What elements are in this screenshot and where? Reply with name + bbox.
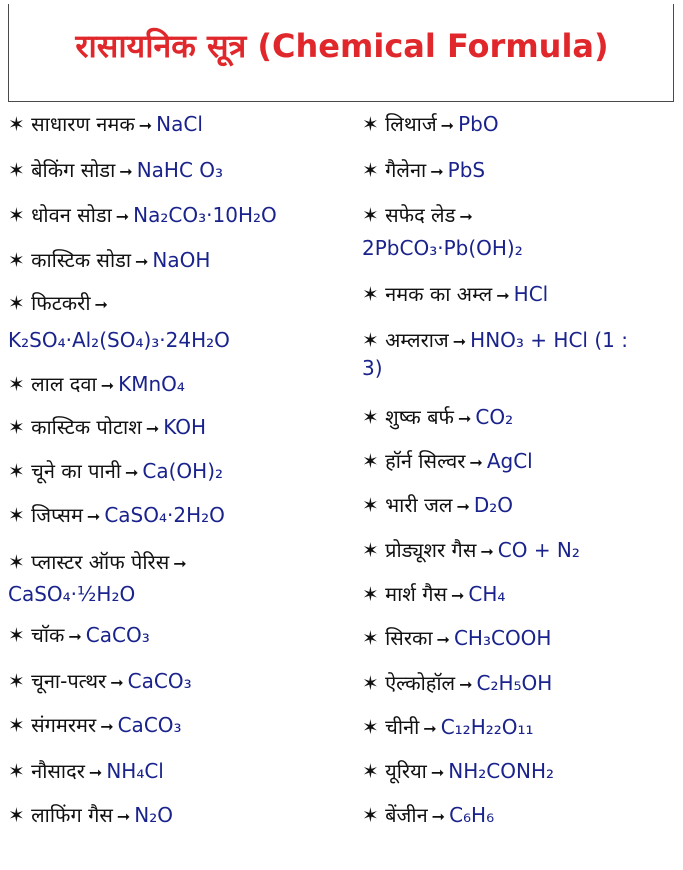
compound-name: साधारण नमक	[31, 112, 135, 136]
right-arrow-icon: ➞	[431, 807, 446, 826]
right-arrow-icon: ➞	[456, 497, 470, 516]
chemical-formula: CH₃COOH	[453, 626, 552, 650]
right-arrow-icon: ➞	[457, 409, 472, 428]
chemical-formula: CaCO₃	[117, 713, 182, 737]
right-arrow-icon: ➞	[100, 376, 115, 395]
compound-name: यूरिया	[385, 759, 427, 783]
compound-name: नमक का अम्ल	[385, 282, 493, 306]
star-icon: ✶	[8, 291, 32, 315]
compound-name: सिरका	[385, 626, 433, 650]
compound-name: फिटकरी	[31, 291, 91, 315]
chemical-formula: NH₄Cl	[106, 759, 164, 783]
compound-name: बेकिंग सोडा	[31, 158, 116, 182]
list-item	[362, 803, 494, 829]
star-icon: ✶	[362, 538, 386, 562]
chemical-formula: K₂SO₄·Al₂(SO₄)₃·24H₂O	[8, 328, 230, 352]
list-item	[362, 328, 628, 354]
compound-name: कास्टिक सोडा	[31, 248, 132, 272]
right-arrow-icon: ➞	[173, 554, 187, 573]
star-icon: ✶	[362, 449, 386, 473]
list-item	[8, 550, 191, 576]
right-arrow-icon: ➞	[452, 332, 467, 351]
star-icon: ✶	[8, 415, 32, 439]
star-icon: ✶	[8, 372, 32, 396]
chemical-formula: AgCl	[486, 449, 533, 473]
star-icon: ✶	[362, 328, 386, 352]
compound-name: लिथार्ज	[385, 112, 437, 136]
compound-name: चीनी	[385, 715, 420, 739]
compound-name: धोवन सोडा	[31, 203, 112, 227]
compound-name: हॉर्न सिल्वर	[385, 449, 466, 473]
list-item	[362, 449, 533, 475]
right-arrow-icon: ➞	[480, 542, 494, 561]
star-icon: ✶	[362, 405, 386, 429]
star-icon: ✶	[362, 112, 386, 136]
chemical-formula: CH₄	[468, 582, 506, 606]
list-item	[8, 803, 173, 829]
list-item	[8, 203, 277, 229]
compound-name: चूना-पत्थर	[31, 669, 107, 693]
list-item	[8, 459, 223, 485]
star-icon: ✶	[362, 582, 386, 606]
page-title: रासायनिक सूत्र (Chemical Formula)	[75, 27, 609, 65]
right-arrow-icon: ➞	[119, 162, 133, 181]
list-item	[8, 158, 223, 184]
compound-name: भारी जल	[385, 493, 453, 517]
chemical-formula: NaOH	[152, 248, 211, 272]
chemical-formula: Na₂CO₃·10H₂O	[133, 203, 277, 227]
compound-name: जिप्सम	[31, 503, 83, 527]
list-item	[362, 671, 552, 697]
compound-name: ऐल्कोहॉल	[385, 671, 456, 695]
chemical-formula: Ca(OH)₂	[142, 459, 224, 483]
chemical-formula: CaSO₄·½H₂O	[8, 582, 136, 606]
chemical-formula: HNO₃ + HCl (1 :	[470, 328, 628, 352]
compound-name: लाल दवा	[31, 372, 97, 396]
list-item	[362, 282, 548, 308]
star-icon: ✶	[8, 503, 32, 527]
list-item	[362, 203, 477, 229]
right-arrow-icon: ➞	[100, 717, 114, 736]
compound-name: कास्टिक पोटाश	[31, 415, 142, 439]
right-arrow-icon: ➞	[86, 507, 101, 526]
star-icon: ✶	[362, 282, 386, 306]
list-item	[362, 538, 580, 564]
list-item	[8, 713, 182, 739]
list-item	[8, 503, 225, 529]
list-item	[362, 582, 505, 608]
list-item	[362, 112, 499, 138]
chemical-formula: NH₂CONH₂	[448, 759, 555, 783]
star-icon: ✶	[8, 713, 32, 737]
right-arrow-icon: ➞	[451, 586, 465, 605]
star-icon: ✶	[362, 759, 386, 783]
compound-name: प्रोड्यूशर गैस	[385, 538, 477, 562]
right-arrow-icon: ➞	[459, 675, 473, 694]
right-arrow-icon: ➞	[145, 419, 160, 438]
right-arrow-icon: ➞	[430, 763, 445, 782]
chemical-formula: C₆H₆	[449, 803, 495, 827]
right-arrow-icon: ➞	[469, 453, 483, 472]
right-arrow-icon: ➞	[496, 286, 510, 305]
list-item	[362, 493, 513, 519]
compound-name: प्लास्टर ऑफ पेरिस	[31, 550, 170, 574]
star-icon: ✶	[8, 669, 32, 693]
star-icon: ✶	[8, 158, 32, 182]
right-arrow-icon: ➞	[436, 630, 450, 649]
right-arrow-icon: ➞	[459, 207, 473, 226]
compound-name: चॉक	[31, 623, 65, 647]
star-icon: ✶	[8, 203, 32, 227]
chemical-formula: N₂O	[134, 803, 174, 827]
chemical-formula: PbS	[447, 158, 486, 182]
list-item	[8, 248, 210, 274]
right-arrow-icon: ➞	[135, 252, 149, 271]
star-icon: ✶	[362, 158, 386, 182]
chemical-formula: CaCO₃	[127, 669, 192, 693]
compound-name: नौसादर	[31, 759, 85, 783]
right-arrow-icon: ➞	[138, 116, 153, 135]
chemical-formula: NaCl	[156, 112, 203, 136]
right-arrow-icon: ➞	[88, 763, 103, 782]
list-item	[362, 759, 554, 785]
star-icon: ✶	[362, 493, 386, 517]
compound-name: बेंजीन	[385, 803, 428, 827]
right-arrow-icon: ➞	[94, 295, 108, 314]
chemical-formula: NaHC O₃	[136, 158, 224, 182]
chemical-formula: PbO	[458, 112, 499, 136]
compound-name: संगमरमर	[31, 713, 97, 737]
star-icon: ✶	[362, 626, 386, 650]
list-item	[8, 669, 192, 695]
list-item	[362, 715, 534, 741]
compound-name: अम्लराज	[385, 328, 449, 352]
star-icon: ✶	[8, 623, 32, 647]
right-arrow-icon: ➞	[440, 116, 455, 135]
list-item	[362, 158, 485, 184]
right-arrow-icon: ➞	[68, 627, 82, 646]
list-item	[362, 405, 513, 431]
right-arrow-icon: ➞	[430, 162, 444, 181]
compound-name: गैलेना	[385, 158, 427, 182]
right-arrow-icon: ➞	[116, 807, 131, 826]
star-icon: ✶	[8, 550, 32, 574]
list-item	[8, 623, 150, 649]
chemical-formula: CaSO₄·2H₂O	[104, 503, 225, 527]
chemical-formula: CO₂	[475, 405, 514, 429]
chemical-formula: C₁₂H₂₂O₁₁	[440, 715, 534, 739]
list-item	[8, 415, 206, 441]
chemical-formula: C₂H₅OH	[476, 671, 553, 695]
list-item	[8, 372, 185, 398]
compound-name: शुष्क बर्फ	[385, 405, 454, 429]
chemical-formula: 2PbCO₃·Pb(OH)₂	[362, 236, 523, 260]
star-icon: ✶	[362, 203, 386, 227]
chemical-formula-continued: 3)	[362, 356, 383, 380]
list-item	[8, 759, 164, 785]
star-icon: ✶	[362, 715, 386, 739]
chemical-formula: KMnO₄	[118, 372, 185, 396]
compound-name: मार्श गैस	[385, 582, 448, 606]
chemical-formula: D₂O	[473, 493, 514, 517]
right-arrow-icon: ➞	[423, 719, 437, 738]
list-item	[8, 291, 112, 317]
chemical-formula: CaCO₃	[85, 623, 150, 647]
list-item	[362, 626, 551, 652]
chemical-formula: CO + N₂	[497, 538, 580, 562]
star-icon: ✶	[362, 803, 386, 827]
chemical-formula: KOH	[163, 415, 207, 439]
right-arrow-icon: ➞	[125, 463, 139, 482]
star-icon: ✶	[8, 803, 32, 827]
right-arrow-icon: ➞	[115, 207, 130, 226]
star-icon: ✶	[8, 248, 32, 272]
compound-name: लाफिंग गैस	[31, 803, 113, 827]
star-icon: ✶	[362, 671, 386, 695]
star-icon: ✶	[8, 459, 32, 483]
compound-name: सफेद लेड	[385, 203, 456, 227]
right-arrow-icon: ➞	[110, 673, 124, 692]
star-icon: ✶	[8, 759, 32, 783]
title-box	[8, 4, 674, 102]
compound-name: चूने का पानी	[31, 459, 121, 483]
list-item	[8, 112, 203, 138]
star-icon: ✶	[8, 112, 32, 136]
chemical-formula: HCl	[513, 282, 549, 306]
